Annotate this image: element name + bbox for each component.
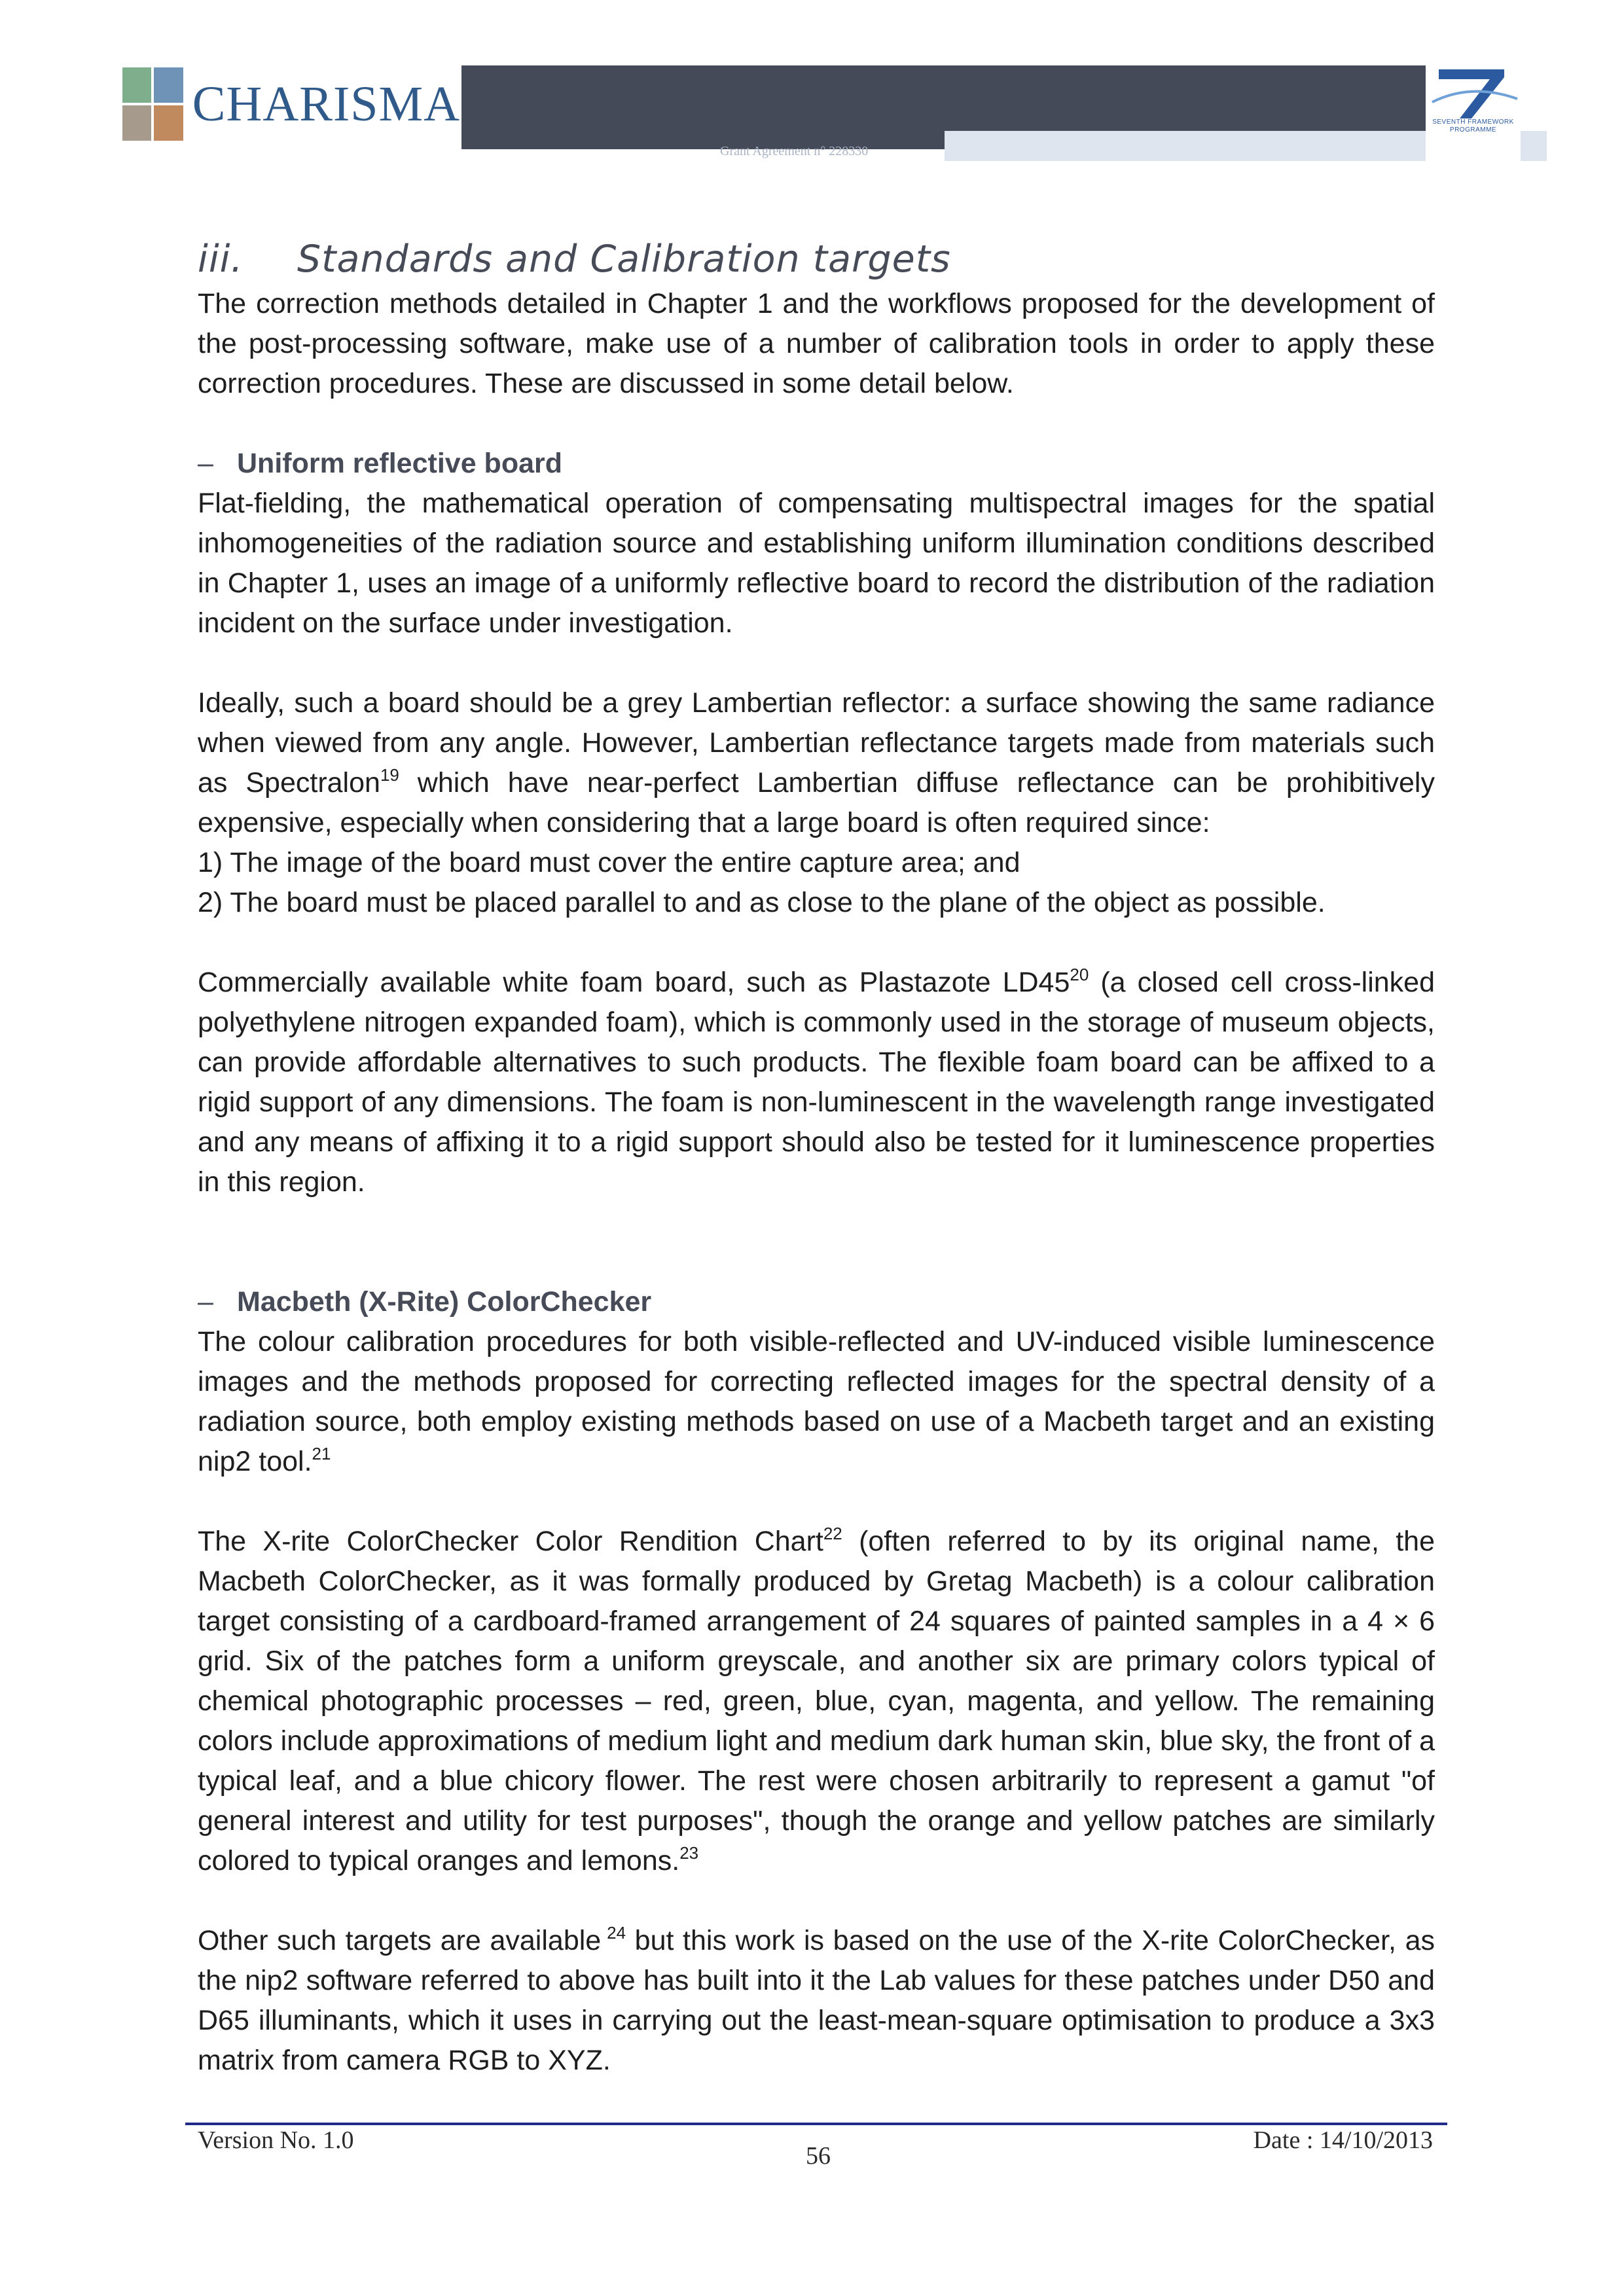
board-p2-text-b: which have near-perfect Lambertian diffuse reflectance can be prohibitively expensive, especially when considering that a large board is often required since: <box>198 767 1435 838</box>
list-item: 1) The image of the board must cover the entire capture area; and <box>198 847 1020 878</box>
footnote-ref-20[interactable]: 20 <box>1070 965 1089 984</box>
board-p3-text-b: (a closed cell cross-linked polyethylene nitrogen expanded foam), which is commonly used in the storage of museum objects, can provide affordable alternatives to such products. The flexible foam board can be affixed to a rigid support of any dimensions. The foam is non-luminescent in the wavelength range investigated and any means of affixing it to a rigid support should also be tested for it luminescence properties in this region. <box>198 967 1435 1198</box>
macbeth-paragraph-3 <box>198 1921 1435 2081</box>
fp7-logo <box>1426 63 1521 161</box>
footnote-ref-24[interactable]: 24 <box>601 1923 626 1943</box>
footer-version: Version No. 1.0 <box>198 2126 354 2154</box>
macbeth-p3-text-a: Other such targets are available <box>198 1925 602 1956</box>
macbeth-p2-text-b: (often referred to by its original name, the Macbeth ColorChecker, as it was formally produced by Gretag Macbeth) is a colour calibration target consisting of a cardboard-framed arrangement of 24 squares of painted samples in a 4 × 6 grid. Six of the patches form a uniform greyscale, and another six are primary colors typical of chemical photographic processes – red, green, blue, cyan, magenta, and yellow. The remaining colors include approximations of medium light and medium dark human skin, blue sky, the front of a typical leaf, and a blue chicory flower. The rest were chosen arbitrarily to represent a gamut "of general interest and utility for test purposes", though the orange and yellow patches are similarly colored to typical oranges and lemons. <box>198 1526 1435 1876</box>
section-title-text: Standards and Calibration targets <box>297 238 951 281</box>
macbeth-paragraph-2 <box>198 1522 1435 1881</box>
macbeth-p3-text-b: but this work is based on the use of the X-rite ColorChecker, as the nip2 software referred to above has built into it the Lab values for these patches under D50 and D65 illuminants, which it uses in carrying out the least-mean-square optimisation to produce a 3x3 matrix from camera RGB to XYZ. <box>198 1925 1435 2076</box>
logo-mosaic-icon <box>122 67 183 141</box>
footnote-ref-22[interactable]: 22 <box>823 1524 842 1543</box>
subheading-macbeth-text: Macbeth (X-Rite) ColorChecker <box>237 1286 652 1318</box>
section-number: iii. <box>198 238 244 281</box>
list-item: 2) The board must be placed parallel to and as close to the plane of the object as possible. <box>198 887 1326 918</box>
board-paragraph-3 <box>198 963 1435 1202</box>
macbeth-p2-text-a: The X-rite ColorChecker Color Rendition Chart <box>198 1526 823 1557</box>
subheading-macbeth <box>198 1282 1435 1322</box>
dash-marker: – <box>198 1286 213 1318</box>
macbeth-p1-text: The colour calibration procedures for both visible-reflected and UV-induced visible luminescence images and the methods proposed for correcting reflected images for the spectral density of a radiation source, both employ existing methods based on use of a Macbeth target and an existing nip2 tool. <box>198 1326 1435 1477</box>
page-number: 56 <box>806 2142 831 2170</box>
macbeth-paragraph-1 <box>198 1322 1435 1482</box>
fp7-label: SEVENTH FRAMEWORK PROGRAMME <box>1432 118 1514 134</box>
footer-date: Date : 14/10/2013 <box>1253 2126 1433 2154</box>
subheading-board-text: Uniform reflective board <box>237 448 562 479</box>
footnote-ref-21[interactable]: 21 <box>312 1444 331 1463</box>
page-content <box>198 234 1435 2081</box>
footnote-ref-23[interactable]: 23 <box>679 1843 699 1863</box>
charisma-logo <box>120 62 460 146</box>
section-title <box>198 234 1435 284</box>
fp7-seven-icon <box>1426 63 1521 122</box>
footnote-ref-19[interactable]: 19 <box>380 765 399 785</box>
board-p3-text-a: Commercially available white foam board, such as Plastazote LD45 <box>198 967 1070 998</box>
board-p2-text-a: Ideally, such a board should be a grey Lambertian reflector: a surface showing the same radiance when viewed from any angle. However, Lambertian reflectance targets made from materials such as Spectralon <box>198 687 1435 798</box>
board-paragraph-2 <box>198 683 1435 843</box>
footer-rule <box>185 2123 1447 2125</box>
intro-paragraph: The correction methods detailed in Chapter 1 and the workflows proposed for the development of the post-processing software, make use of a number of calibration tools in order to apply these correction procedures. These are discussed in some detail below. <box>198 288 1435 399</box>
subheading-board <box>198 444 1435 484</box>
dash-marker: – <box>198 448 213 479</box>
logo-text: CHARISMA <box>192 77 460 132</box>
board-paragraph-1: Flat-fielding, the mathematical operation of compensating multispectral images for the spatial inhomogeneities of the radiation source and establishing uniform illumination conditions described in Chapter 1, uses an image of a uniformly reflective board to record the distribution of the radiation incident on the surface under investigation. <box>198 488 1435 639</box>
grant-agreement: Grant Agreement n° 228330 <box>720 144 869 158</box>
